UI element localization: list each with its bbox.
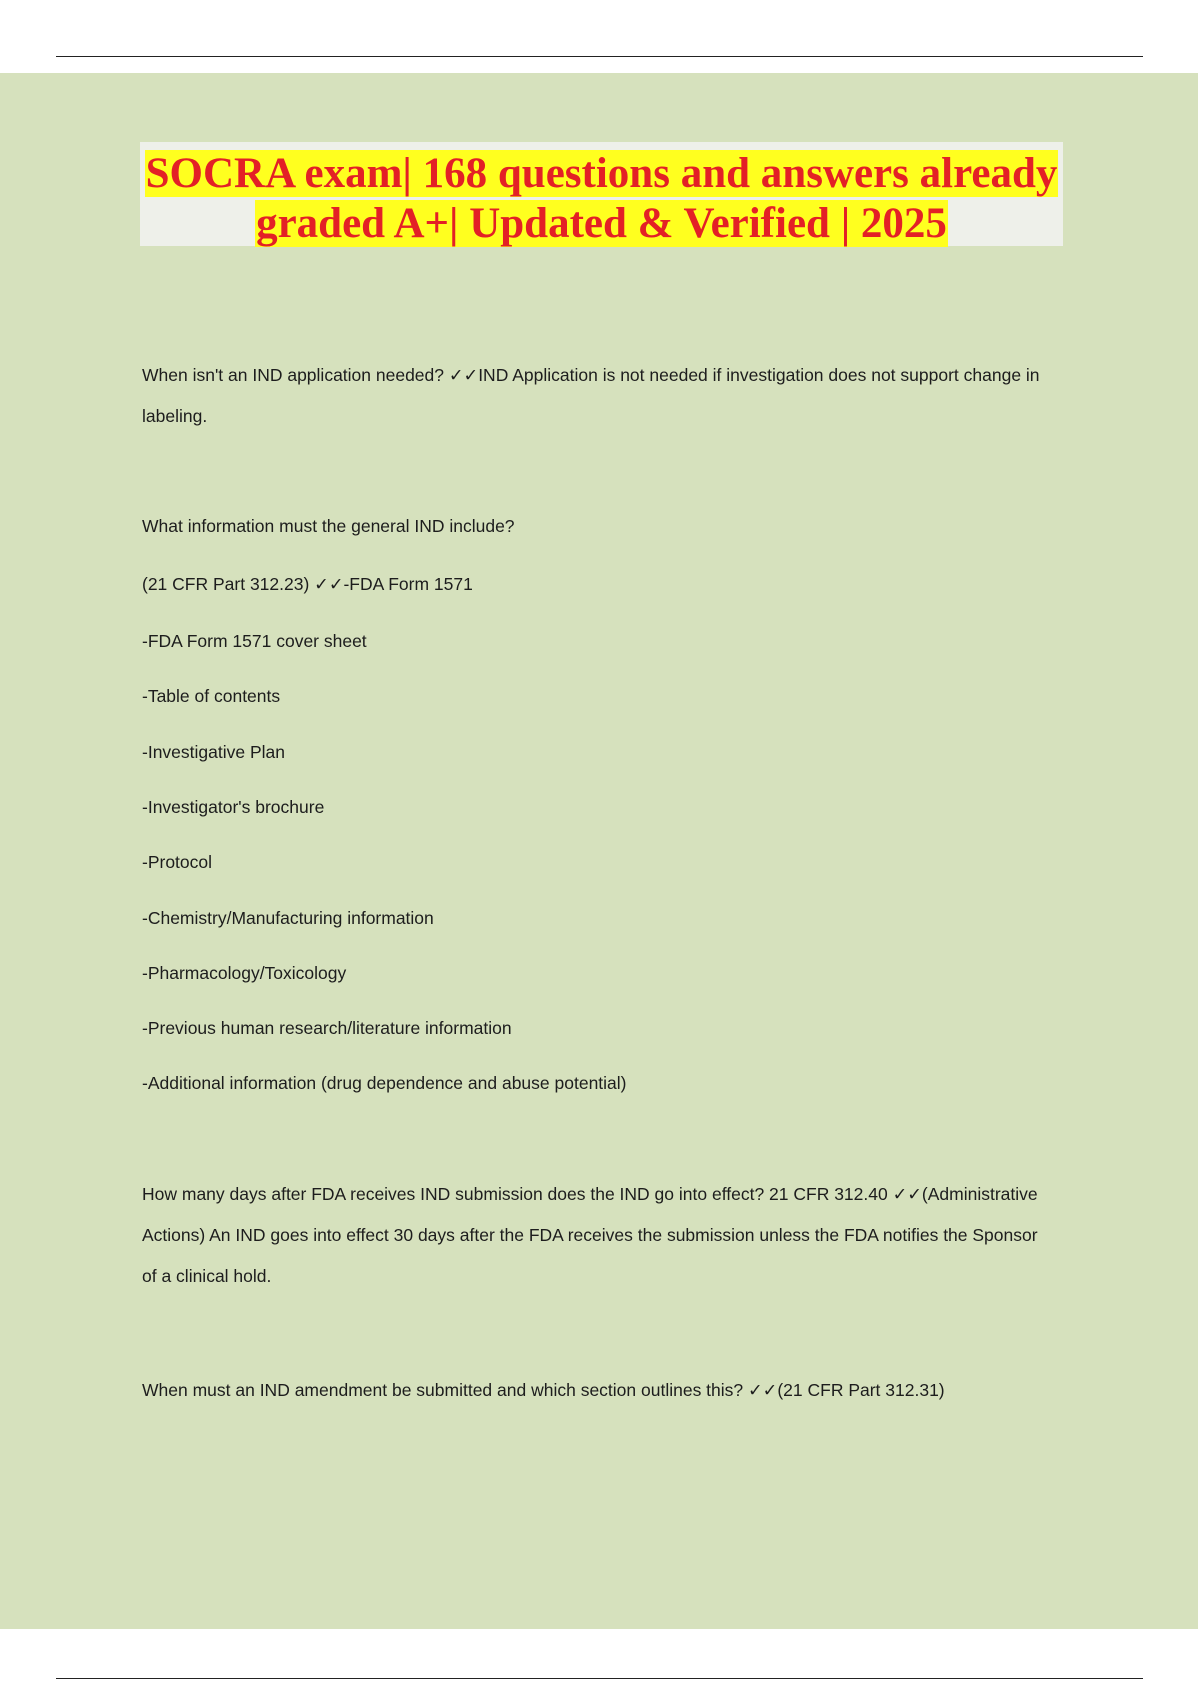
list-item: (21 CFR Part 312.23) ✓✓-FDA Form 1571 — [142, 574, 473, 594]
qa-2-line — [142, 963, 1052, 983]
header-rule — [56, 56, 1143, 57]
title-box — [140, 142, 1063, 246]
list-item: -FDA Form 1571 cover sheet — [142, 631, 367, 651]
list-item: -Protocol — [142, 852, 213, 872]
qa-block-3 — [142, 1174, 1052, 1297]
qa-2-line — [142, 574, 1052, 594]
list-item: -Pharmacology/Toxicology — [142, 963, 347, 983]
qa-2-line — [142, 686, 1052, 706]
qa-1-text: When isn't an IND application needed? ✓✓IND Application is not needed if investigation does not support change in labeling. — [142, 365, 1040, 426]
footer-rule — [56, 1678, 1143, 1679]
document-title — [140, 142, 1063, 249]
list-item: -Additional information (drug dependence and abuse potential) — [142, 1073, 627, 1093]
qa-4-text: When must an IND amendment be submitted and which section outlines this? ✓✓(21 CFR Part 312.31) — [142, 1380, 945, 1400]
qa-2-line — [142, 742, 1052, 762]
qa-2-line — [142, 1073, 1052, 1093]
list-item: -Chemistry/Manufacturing information — [142, 908, 434, 928]
qa-block-2-question — [142, 516, 1052, 536]
qa-block-4 — [142, 1380, 1062, 1400]
qa-2-line — [142, 1018, 1052, 1038]
list-item: -Investigative Plan — [142, 742, 285, 762]
qa-2-line — [142, 852, 1052, 872]
qa-2-line — [142, 908, 1052, 928]
title-line-1: SOCRA exam| 168 questions and answers already — [145, 150, 1058, 197]
list-item: -Investigator's brochure — [142, 797, 325, 817]
qa-2-line — [142, 797, 1052, 817]
qa-3-text: How many days after FDA receives IND submission does the IND go into effect? 21 CFR 312.40 ✓✓(Administrative Actions) An IND goes into effect 30 days after the FDA receives the submission unless the FDA notifies the Sponsor of a clinical hold. — [142, 1184, 1038, 1286]
list-item: -Previous human research/literature information — [142, 1018, 512, 1038]
title-line-2: graded A+| Updated & Verified | 2025 — [256, 200, 947, 247]
qa-2-line — [142, 631, 1052, 651]
qa-block-1 — [142, 355, 1052, 437]
list-item: -Table of contents — [142, 686, 281, 706]
qa-2-question: What information must the general IND include? — [142, 516, 515, 536]
